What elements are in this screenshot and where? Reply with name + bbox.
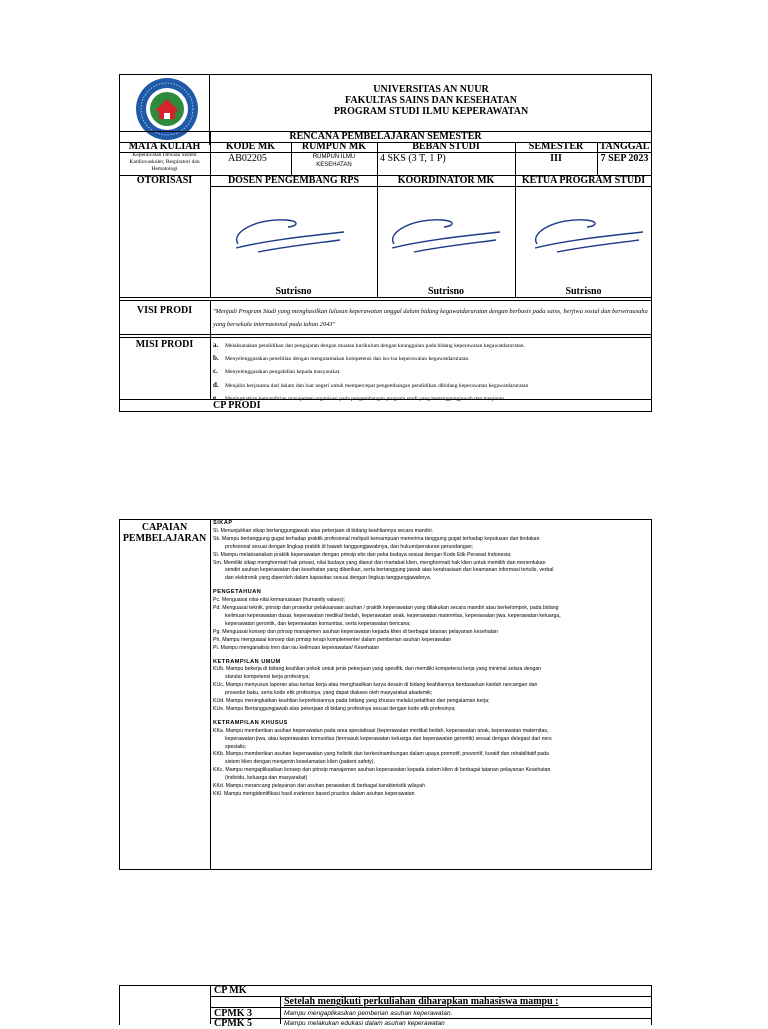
- list-item: KKa. Mampu memberikan asuhan keperawatan pada area spesialisasi (keperawatan medikal bedah, keperawatan anak, keperawatan maternitas,: [213, 727, 549, 734]
- col-rumpun-mk: RUMPUN MK: [301, 141, 367, 152]
- val-mata-kuliah: Keperawatan Dewasa Sistem Kardiovaskuler, Respiratori dan Hematologi: [129, 152, 200, 172]
- section-heading: PENGETAHUAN: [213, 589, 262, 596]
- faculty-name: FAKULTAS SAINS DAN KESEHATAN: [345, 95, 517, 106]
- misi-item: e. Meningkatkan kemandirian manajemen organisasi pada pengembangan program studi yang bertanggungjawab dan trasparan.: [213, 393, 506, 402]
- role-koordinator: KOORDINATOR MK: [397, 175, 495, 186]
- val-semester: III: [550, 153, 562, 164]
- list-item: keperawatan jiwa, atau keperawatan komunitas (termasuk keperawatan keluarga dan keperawatan gerontik) sesuai dengan delegasi dari ners: [225, 735, 552, 742]
- list-item: dan elektronik yang diperoleh dalam kapasitas sesuai dengan lingkup tanggungjawabnya.: [225, 575, 432, 582]
- list-item: Pc. Menguasai nilai-nilai kemanusiaan (humanity values);: [213, 597, 346, 604]
- misi-label: MISI PRODI: [135, 339, 194, 350]
- list-item: Pi. Mampu menganalisis tren dan isu keilmuan keperawatan/ Kesehatan: [213, 644, 380, 651]
- list-item: Ph. Mampu menguasai konsep dan prinsip terapi komplementer dalam pemberian asuhan keperawatan: [213, 636, 452, 643]
- cpmk-code: CPMK 3: [214, 1008, 253, 1019]
- list-item: keperawatan gerontik, dan keperawatan komunitas, serta keperawatan bencana;: [225, 620, 411, 627]
- divider: [291, 142, 292, 176]
- signer-name: Sutrisno: [427, 286, 465, 297]
- section-heading: KETRAMPILAN KHUSUS: [213, 719, 288, 726]
- divider: [210, 300, 211, 400]
- divider: [119, 300, 652, 301]
- divider: [119, 297, 652, 298]
- cpmk-heading: CP MK: [214, 985, 247, 996]
- list-item: Sl. Mampu melaksanakan praktik keperawatan dengan prinsip etis dan peka budaya sesuai dengan Kode Etik Perawat Indonesia;: [213, 551, 512, 558]
- divider: [119, 334, 652, 335]
- capaian-content: [213, 520, 649, 799]
- list-item: spesialis;: [225, 743, 247, 750]
- list-item: Pd. Menguasai teknik, prinsip dan prosedur pelaksanaan asuhan / praktik keperawatan yang dilakukan secara mandiri atau berkelompok, pada bidang: [213, 605, 559, 612]
- signature-koordinator: [384, 210, 504, 260]
- divider: [515, 142, 516, 297]
- list-item: standar kompetensi kerja profesinya;: [225, 674, 310, 681]
- misi-item: a. Melaksanakan pendidikan dan pengajaran dengan muatan kurikulum dengan keunggulan pada bidang keperawatan kegawatdaruratan.: [213, 341, 525, 349]
- divider: [210, 131, 211, 176]
- visi-text: "Menjadi Program Studi yang menghasilkan lulusan keperawatan unggul dalam bidang kegawatdaruratan dengan berbasis pada sains, berjiwa sosial dan berwirausaha yang bersekala internasional pada tahun 2043": [213, 308, 648, 328]
- misi-item: c. Menyelenggarakan pengabdian kepada masyarakat.: [213, 367, 341, 376]
- col-mata-kuliah: MATA KULIAH: [128, 141, 201, 152]
- rps-title: RENCANA PEMBELAJARAN SEMESTER: [289, 131, 482, 142]
- list-item: KKl. Mampu mengidentifikasi hasil evidence based practice dalam asuhan keperawatan: [213, 791, 415, 797]
- divider: [210, 175, 211, 297]
- list-item: Sk. Mampu bertanggung gugat terhadap praktik profesional meliputi kemampuan menerima tanggung gugat terhadap keputusan dan tindakan: [213, 535, 540, 542]
- cpmk-intro: Setelah mengikuti perkuliahan diharapkan mahasiswa mampu :: [284, 996, 559, 1007]
- cpmk-text: Mampu melakukan edukasi dalam asuhan keperawatan: [284, 1020, 445, 1027]
- val-kode-mk: AB02205: [228, 153, 267, 164]
- list-item: KKc. Mampu mengaplikasikan konsep dan prinsip manajemen asuhan keperawatan kepada sistem klien di berbagai tatanan pelayanan Kesehatan: [213, 767, 551, 774]
- signer-name: Sutrisno: [565, 286, 602, 297]
- col-semester: SEMESTER: [528, 141, 584, 152]
- divider: [597, 142, 598, 176]
- program-name: PROGRAM STUDI ILMU KEPERAWATAN: [333, 106, 529, 117]
- list-item: Sl. Menunjukkan sikap bertanggungjawab atas pekerjaan di bidang keahliannya secara mandiri.: [213, 527, 434, 534]
- capaian-label: CAPAIAN PEMBELAJARAN: [122, 522, 207, 544]
- col-beban-studi: BEBAN STUDI: [412, 141, 480, 152]
- divider: [119, 399, 652, 400]
- list-item: keilmuan keperawatan dasar, keperawatan medikal bedah, keperawatan anak, keperawatan maternitas, keperawatan jiwa, keperawatan keluarga,: [225, 612, 561, 619]
- section-heading: KETRAMPILAN UMUM: [213, 658, 281, 665]
- signature-ketua: [527, 210, 647, 260]
- cpmk-code: CPMK 5: [214, 1018, 253, 1029]
- list-item: sistem klien dengan menjamin keselamatan klien (patient safety).: [225, 759, 375, 766]
- misi-item: d. Menjalin kerjasama dari dalam dan luar negeri untuk mempercepat pengembangan pendidikan dibidang keperawatan kegawatdaruratan: [213, 380, 529, 389]
- divider: [210, 1007, 652, 1008]
- role-ketua: KETUA PROGRAM STUDI: [521, 175, 646, 186]
- val-rumpun-mk: RUMPUN ILMU KESEHATAN: [312, 154, 356, 168]
- divider: [210, 519, 211, 870]
- university-name: UNIVERSITAS AN NUUR: [373, 84, 489, 95]
- divider: [210, 186, 652, 187]
- divider: [119, 337, 652, 338]
- list-item: (individu, keluarga dan masyarakat): [225, 775, 308, 782]
- divider: [210, 1018, 652, 1019]
- val-tanggal: 7 SEP 2023: [600, 153, 649, 164]
- cp-prodi-label: CP PRODI: [213, 400, 261, 411]
- list-item: Sm. Memiliki sikap menghormati hak privasi, nilai budaya yang dianut dan martabat klien, menghormati hak klien untuk memilih dan menentukan: [213, 559, 546, 566]
- otorisasi-label: OTORISASI: [136, 175, 193, 186]
- list-item: KUd. Mampu meningkatkan keahlian keprofesiannya pada bidang yang khusus melalui pelatihan dan pengalaman kerja;: [213, 698, 490, 705]
- val-beban-studi: 4 SKS (3 T, 1 P): [380, 153, 446, 164]
- role-dosen: DOSEN PENGEMBANG RPS: [227, 175, 360, 186]
- list-item: Pg. Menguasai konsep dan prinsip manajemen asuhan keperawatan kepada klien di berbagai tatanan pelayanan kesehatan: [213, 628, 498, 635]
- list-item: profesional sesuai dengan lingkup praktik di bawah tanggungjawabnya, dan hukum/peraturan perundangan;: [225, 543, 474, 550]
- divider: [280, 996, 281, 1024]
- list-item: KUc. Mampu menyusun laporan atau kertas kerja atau menghasilkan karya desain di bidang keahliannya berdasarkan kaidah rancangan dan: [213, 682, 538, 689]
- list-item: prosedur baku, serta kode etik profesinya, yang dapat diakses oleh masyarakat akademik;: [225, 690, 433, 697]
- signer-name: Sutrisno: [275, 286, 312, 297]
- col-tanggal: TANGGAL: [599, 141, 650, 152]
- col-kode-mk: KODE MK: [225, 141, 276, 152]
- signature-dosen: [228, 210, 348, 260]
- list-item: sendiri asuhan keperawatan dan kesehatan yang diberikan, serta bertanggung jawab atas kerahasiaan dan keamanan informasi tertulis, verbal: [225, 567, 554, 574]
- list-item: KKd. Mampu merancang pelayanan dan asuhan perawatan di berbagai karakteristik wilayah: [213, 783, 425, 790]
- misi-item: b. Menyelenggarakan penelitian dengan mengutamakan kompetensi dan isu-isu keperawatan kegawatdaruratan.: [213, 354, 470, 363]
- divider: [377, 142, 378, 297]
- list-item: KKb. Mampu memberikan asuhan keperawatan yang holistik dan berkesinambungan dalam upaya promotif, preventif, kuratif dan rehabilitatif pada: [213, 751, 549, 758]
- section-heading: SIKAP: [213, 520, 233, 526]
- institution-heading: [210, 84, 652, 117]
- list-item: KUe. Mampu Bertanggungjawab atas pekerjaan di bidang profesinya sesuai dengan kode etik profesinya;: [213, 705, 456, 712]
- visi-label: VISI PRODI: [136, 305, 193, 316]
- cpmk-text: Mampu mengaplikasikan pemberian asuhan keperawatan.: [284, 1010, 453, 1017]
- misi-list: [213, 339, 649, 405]
- list-item: KUb. Mampu bekerja di bidang keahlian pokok untuk jenis pekerjaan yang spesifik, dan memiliki kompetensi kerja yang minimal setara dengan: [213, 666, 542, 673]
